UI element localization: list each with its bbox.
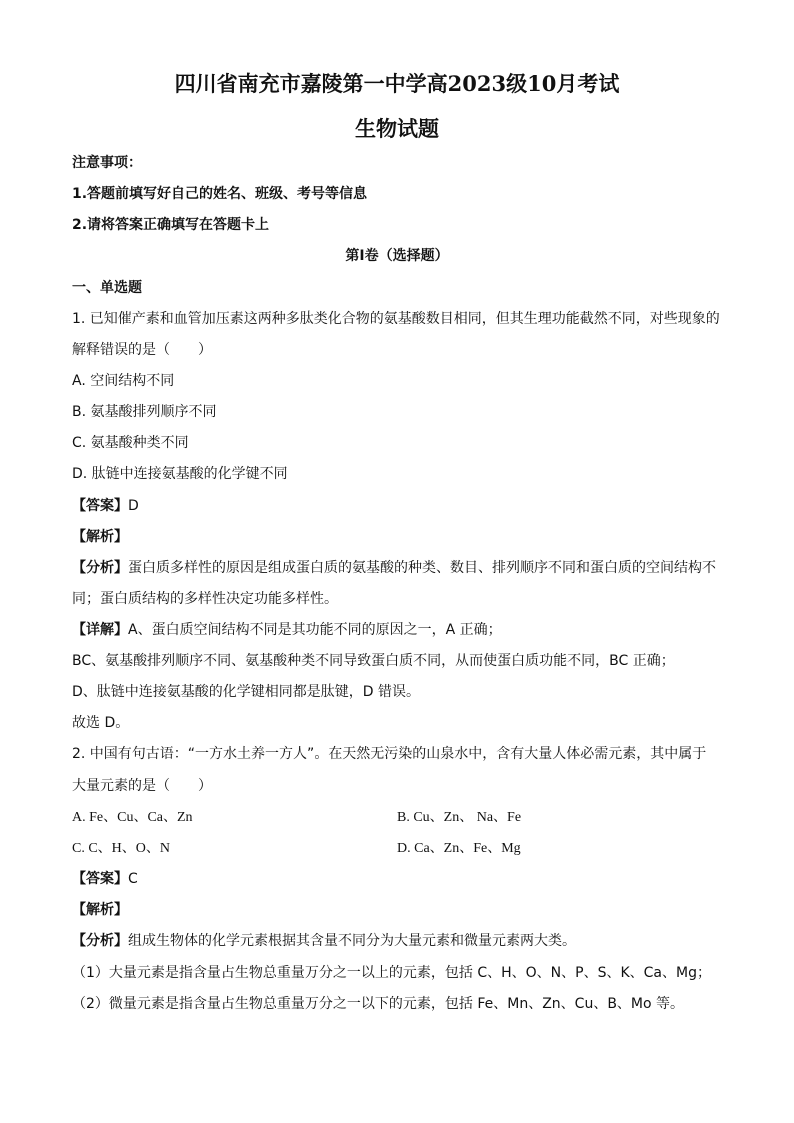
q1-xiangjie-label: 【详解】	[72, 622, 128, 638]
q1-xiangjie-line2: BC、氨基酸排列顺序不同、氨基酸种类不同导致蛋白质不同，从而使蛋白质功能不同，BC 正确；	[72, 653, 675, 669]
q1-xiangjie-line3: D、肽链中连接氨基酸的化学键相同都是肽键，D 错误。	[72, 684, 421, 700]
q1-fenxi-label: 【分析】	[72, 560, 128, 576]
q1-conclusion: 故选 D。	[72, 715, 130, 731]
q1-answer-value: D	[128, 498, 139, 514]
q2-answer-value: C	[128, 871, 138, 887]
notice-item-1: 1.答题前填写好自己的姓名、班级、考号等信息	[72, 186, 368, 202]
q1-analysis-label: 【解析】	[72, 529, 128, 545]
exam-subtitle: 生物试题	[355, 116, 439, 141]
q1-option-c: C. 氨基酸种类不同	[72, 435, 189, 451]
q2-fenxi-text1: 组成生物体的化学元素根据其含量不同分为大量元素和微量元素两大类。	[128, 933, 576, 949]
q2-option-d: D. Ca、Zn、Fe、Mg	[397, 841, 521, 856]
q2-point-2: （2）微量元素是指含量占生物总重量万分之一以下的元素，包括 Fe、Mn、Zn、Cu、B、Mo 等。	[72, 996, 685, 1012]
q2-answer	[72, 868, 138, 888]
notice-item-2: 2.请将答案正确填写在答题卡上	[72, 217, 270, 233]
q1-option-d: D. 肽链中连接氨基酸的化学键不同	[72, 466, 288, 482]
q2-option-a: A. Fe、Cu、Ca、Zn	[72, 810, 193, 825]
q1-fenxi-line1	[72, 557, 716, 577]
q2-stem-line1: 2. 中国有句古语：“一方水土养一方人”。在天然无污染的山泉水中，含有大量人体必需元素，其中属于	[72, 746, 707, 762]
q1-fenxi-line2: 同；蛋白质结构的多样性决定功能多样性。	[72, 591, 338, 607]
q2-option-b: B. Cu、Zn、 Na、Fe	[397, 810, 522, 825]
q1-stem-line2: 解释错误的是（ ）	[72, 342, 212, 358]
q2-answer-label: 【答案】	[72, 871, 128, 887]
q1-stem-line1: 1. 已知催产素和血管加压素这两种多肽类化合物的氨基酸数目相同，但其生理功能截然不同，对些现象的	[72, 311, 720, 327]
q1-option-b: B. 氨基酸排列顺序不同	[72, 404, 217, 420]
q2-option-c: C. C、H、O、N	[72, 841, 171, 856]
part-heading: 一、单选题	[72, 280, 142, 296]
notice-heading: 注意事项：	[72, 155, 142, 171]
q2-stem-line2: 大量元素的是（ ）	[72, 778, 212, 794]
q1-xiangjie-text1: A、蛋白质空间结构不同是其功能不同的原因之一，A 正确；	[128, 622, 502, 638]
q1-xiangjie-line1	[72, 619, 502, 639]
q2-analysis-label: 【解析】	[72, 902, 128, 918]
exam-title: 四川省南充市嘉陵第一中学高2023级10月考试	[174, 71, 620, 96]
q1-answer-label: 【答案】	[72, 498, 128, 514]
q1-answer	[72, 495, 139, 515]
q2-fenxi-label: 【分析】	[72, 933, 128, 949]
q2-point-1: （1）大量元素是指含量占生物总重量万分之一以上的元素，包括 C、H、O、N、P、S、K、Ca、Mg；	[72, 965, 711, 981]
q1-option-a: A. 空间结构不同	[72, 373, 175, 389]
q2-fenxi-line1	[72, 930, 576, 950]
volume-heading: 第I卷（选择题）	[345, 248, 449, 264]
q1-fenxi-text1: 蛋白质多样性的原因是组成蛋白质的氨基酸的种类、数目、排列顺序不同和蛋白质的空间结构不	[128, 560, 716, 576]
